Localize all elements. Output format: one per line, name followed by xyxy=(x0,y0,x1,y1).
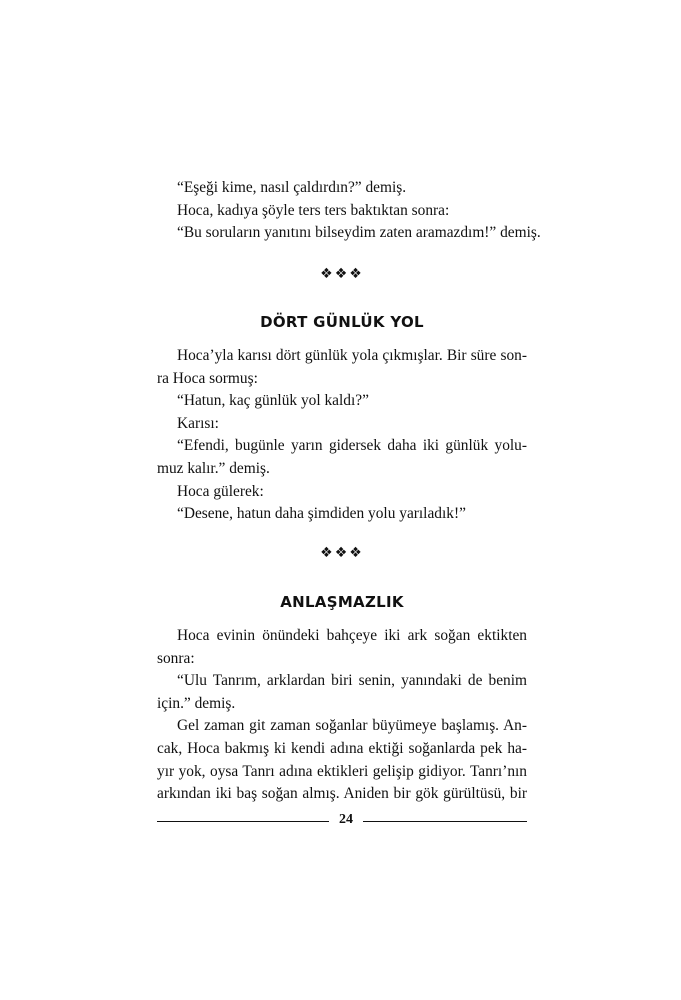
story-anlasmazlik xyxy=(157,625,527,806)
paragraph-line: Hoca’yla karısı dört günlük yola çıkmışlar. Bir süre son- xyxy=(177,347,527,364)
page-footer xyxy=(157,813,527,829)
paragraph-line: “Bu soruların yanıtını bilseydim zaten aramazdım!” demiş. xyxy=(177,224,541,242)
paragraph-line: yır yok, oysa Tanrı adına ektikleri gelişip gidiyor. Tanrı’nın xyxy=(157,762,527,780)
paragraph-line: Hoca, kadıya şöyle ters ters baktıktan sonra: xyxy=(177,201,450,219)
paragraph-line: Gel zaman git zaman soğanlar büyümeye başlamış. An- xyxy=(177,717,527,735)
paragraph-line: sonra: xyxy=(157,649,195,667)
paragraph-line: “Ulu Tanrım, arklardan biri senin, yanındaki de benim xyxy=(177,672,527,690)
paragraph-line: Hoca evinin önündeki bahçeye iki ark soğan ektikten xyxy=(177,627,527,644)
paragraph-line: arkından iki baş soğan almış. Aniden bir gök gürültüsü, bir xyxy=(157,785,527,803)
paragraph-line: için.” demiş. xyxy=(157,694,236,712)
paragraph-line: Karısı: xyxy=(177,414,219,432)
footer-rule-right xyxy=(363,821,527,822)
section-heading-dort-gunluk-yol: DÖRT GÜNLÜK YOL xyxy=(260,313,424,331)
story-dort-gunluk-yol xyxy=(157,345,527,526)
page-number: 24 xyxy=(339,812,353,827)
paragraph-line: cak, Hoca bakmış ki kendi adına ektiği soğanlarda pek ha- xyxy=(157,739,527,757)
story-continuation xyxy=(157,177,541,245)
paragraph-line: Hoca gülerek: xyxy=(177,482,264,500)
section-divider-ornament: ❖❖❖ xyxy=(320,266,364,282)
paragraph-line: “Hatun, kaç günlük yol kaldı?” xyxy=(177,392,369,410)
footer-rule-left xyxy=(157,821,329,822)
section-heading-anlasmazlik: ANLAŞMAZLIK xyxy=(280,593,404,611)
paragraph-line: “Efendi, bugünle yarın gidersek daha iki günlük yolu- xyxy=(177,437,527,455)
paragraph-line: muz kalır.” demiş. xyxy=(157,459,270,477)
section-divider-ornament: ❖❖❖ xyxy=(320,545,364,561)
paragraph-line: “Eşeği kime, nasıl çaldırdın?” demiş. xyxy=(177,179,407,196)
paragraph-line: “Desene, hatun daha şimdiden yolu yarıladık!” xyxy=(177,505,466,523)
paragraph-line: ra Hoca sormuş: xyxy=(157,369,258,387)
